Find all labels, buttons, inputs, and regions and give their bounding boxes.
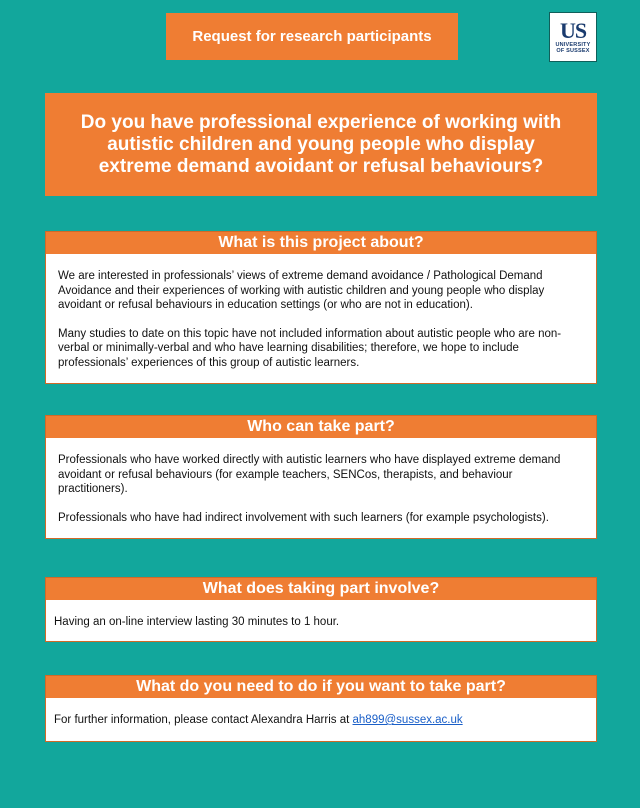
section-todo [45,675,597,742]
section-about [45,231,597,384]
section-who-body [46,438,596,525]
section-who-title: Who can take part? [46,416,596,438]
section-todo-body [46,698,596,728]
about-paragraph-1: We are interested in professionals’ views of extreme demand avoidance / Pathological Demand Avoidance and their experiences of working with autistic children and young people who display avoidant or refusal behaviours in education settings (or who are not in education). [58,270,545,311]
logo-line1: UNIVERSITY [555,41,591,48]
section-involve-body [46,600,596,630]
about-paragraph-2: Many studies to date on this topic have not included information about autistic people who are non-verbal or minimally-verbal and who have learning disabilities; therefore, we hope to include professionals’ experiences of this group of autistic learners. [58,327,562,369]
who-paragraph-1: Professionals who have worked directly with autistic learners who have displayed extreme demand avoidant or refusal behaviours (for example teachers, SENCos, therapists, and behaviour practitioners). [58,454,561,495]
involve-paragraph: Having an on-line interview lasting 30 minutes to 1 hour. [54,616,340,628]
todo-text: For further information, please contact Alexandra Harris at [54,714,350,726]
section-involve-title: What does taking part involve? [46,578,596,600]
logo-line2: OF SUSSEX [556,48,590,54]
section-involve [45,577,597,642]
section-who [45,415,597,539]
who-paragraph-2: Professionals who have had indirect involvement with such learners (for example psychologists). [58,511,549,524]
contact-email-link[interactable]: ah899@sussex.ac.uk [352,714,463,726]
headline-text: Do you have professional experience of working with autistic children and young people who display extreme demand avoidant or refusal behaviours? [80,111,562,177]
headline-box [45,93,597,196]
todo-paragraph [54,713,588,728]
request-banner [166,13,458,60]
logo-abbr: US [559,17,587,43]
section-todo-title: What do you need to do if you want to take part? [46,676,596,698]
section-about-title: What is this project about? [46,232,596,254]
section-about-body [46,254,596,370]
university-logo [549,12,597,62]
banner-title: Request for research participants [192,28,432,45]
